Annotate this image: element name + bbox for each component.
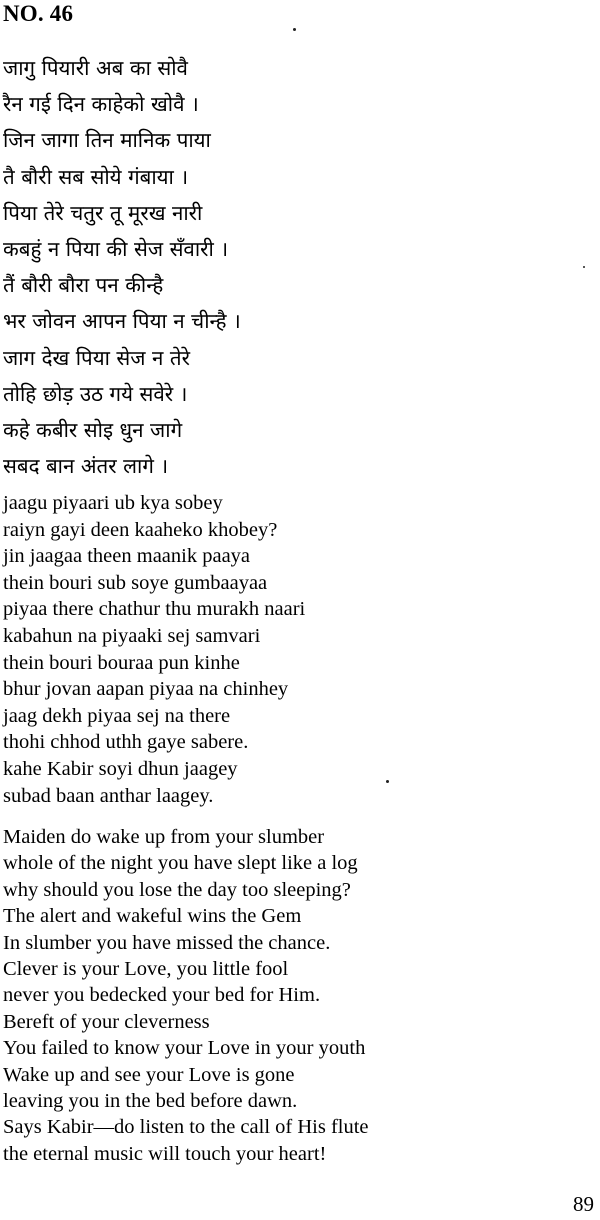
verse-line: पिया तेरे चतुर तू मूरख नारी — [3, 200, 203, 225]
verse-line: piyaa there chathur thu murakh naari — [3, 598, 306, 621]
speck-mark — [293, 28, 296, 31]
verse-line: subad baan anthar laagey. — [3, 784, 214, 807]
speck-mark — [583, 266, 585, 268]
verse-line: Wake up and see your Love is gone — [3, 1063, 295, 1086]
verse-line: तै बौरी सब सोये गंबाया । — [3, 164, 189, 189]
verse-line: the eternal music will touch your heart! — [3, 1142, 327, 1165]
verse-line: thohi chhod uthh gaye sabere. — [3, 731, 249, 754]
verse-line: why should you lose the day too sleeping? — [3, 878, 351, 901]
verse-line: The alert and wakeful wins the Gem — [3, 905, 302, 928]
verse-line: भर जोवन आपन पिया न चीन्है । — [3, 309, 241, 334]
verse-line: In slumber you have missed the chance. — [3, 931, 331, 954]
verse-line: whole of the night you have slept like a log — [3, 852, 358, 875]
verse-line: कहे कबीर सोइ धुन जागे — [3, 418, 183, 443]
verse-line: kabahun na piyaaki sej samvari — [3, 624, 261, 647]
page-number: 89 — [573, 1192, 594, 1216]
verse-line: तोहि छोड़ उठ गये सवेरे । — [3, 381, 188, 406]
verse-line: bhur jovan aapan piyaa na chinhey — [3, 678, 289, 701]
verse-line: Bereft of your cleverness — [3, 1010, 210, 1033]
verse-line: thein bouri sub soye gumbaayaa — [3, 571, 268, 594]
verse-line: jin jaagaa theen maanik paaya — [3, 545, 251, 568]
verse-line: Clever is your Love, you little fool — [3, 958, 289, 981]
hindi-verse — [3, 50, 241, 484]
verse-line: जागु पियारी अब का सोवै — [3, 56, 188, 80]
verse-line: kahe Kabir soyi dhun jaagey — [3, 757, 238, 780]
verse-line: तैं बौरी बौरा पन कीन्है — [3, 273, 164, 298]
verse-line: leaving you in the bed before dawn. — [3, 1090, 298, 1113]
verse-line: jaagu piyaari ub kya sobey — [3, 492, 223, 514]
english-translation — [3, 824, 369, 1167]
verse-line: jaag dekh piyaa sej na there — [3, 704, 231, 727]
verse-line: रैन गई दिन काहेको खोवै । — [3, 92, 199, 117]
verse-line: Says Kabir—do listen to the call of His flute — [3, 1116, 369, 1139]
verse-line: You failed to know your Love in your youth — [3, 1037, 366, 1060]
verse-line: never you bedecked your bed for Him. — [3, 984, 321, 1007]
speck-mark — [386, 780, 389, 783]
verse-line: सबद बान अंतर लागे । — [3, 454, 169, 479]
verse-line: thein bouri bouraa pun kinhe — [3, 651, 240, 674]
verse-line: raiyn gayi deen kaaheko khobey? — [3, 518, 278, 541]
verse-line: Maiden do wake up from your slumber — [3, 826, 325, 848]
poem-number: NO. 46 — [3, 1, 74, 26]
verse-line: जाग देख पिया सेज न तेरे — [3, 345, 190, 370]
verse-line: कबहुं न पिया की सेज सँवारी । — [3, 237, 229, 262]
transliteration-verse — [3, 490, 305, 809]
verse-line: जिन जागा तिन मानिक पाया — [3, 128, 211, 153]
